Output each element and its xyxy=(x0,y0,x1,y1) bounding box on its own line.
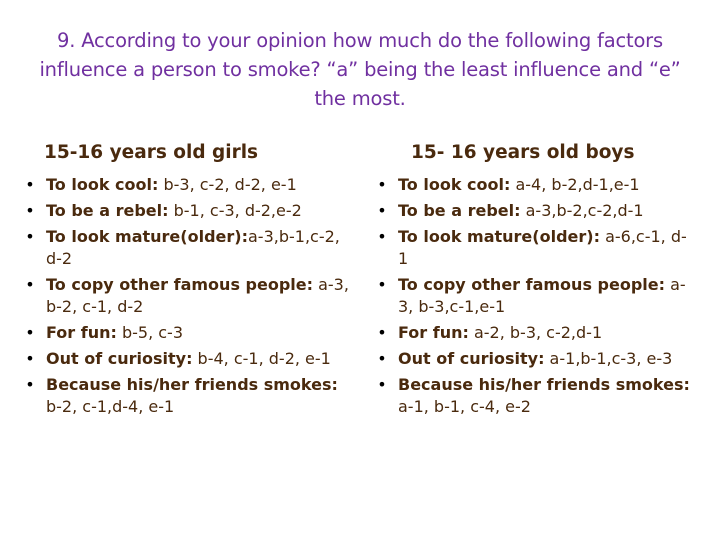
factor-ratings: a-3, b-2, c-1, d-2 xyxy=(46,275,349,316)
factor-ratings: a-3,b-2,c-2,d-1 xyxy=(520,201,644,220)
girls-heading: 15-16 years old girls xyxy=(44,142,259,163)
factor-label: To look cool: xyxy=(46,175,159,194)
factor-ratings: a-3, b-3,c-1,e-1 xyxy=(398,275,686,316)
list-item xyxy=(376,348,696,370)
factor-label: To copy other famous people: xyxy=(398,275,666,294)
factor-ratings: b-3, c-2, d-2, e-1 xyxy=(158,175,297,194)
factor-label: Out of curiosity: xyxy=(46,349,193,368)
bullet-icon: • xyxy=(25,227,35,246)
factor-ratings: a-1,b-1,c-3, e-3 xyxy=(544,349,673,368)
bullet-icon: • xyxy=(25,275,35,294)
bullet-icon: • xyxy=(377,349,387,368)
list-item xyxy=(24,274,354,318)
list-item xyxy=(24,174,354,196)
factor-label: To be a rebel: xyxy=(398,201,521,220)
list-item xyxy=(376,200,696,222)
list-item xyxy=(376,274,696,318)
factor-label: Because his/her friends smokes: xyxy=(398,375,690,394)
list-item xyxy=(376,322,696,344)
list-item xyxy=(24,348,354,370)
list-item xyxy=(376,374,696,418)
factor-label: For fun: xyxy=(46,323,117,342)
bullet-icon: • xyxy=(377,275,387,294)
list-item xyxy=(24,322,354,344)
factor-ratings: a-6,c-1, d-1 xyxy=(398,227,687,268)
girls-factor-list xyxy=(24,174,354,422)
boys-factor-list xyxy=(376,174,696,422)
question-text: 9. According to your opinion how much do the following factors influence a person to smoke? “a” being the least influence and “e” the most. xyxy=(39,29,681,110)
bullet-icon: • xyxy=(377,201,387,220)
factor-label: For fun: xyxy=(398,323,469,342)
bullet-icon: • xyxy=(377,323,387,342)
factor-ratings: b-4, c-1, d-2, e-1 xyxy=(192,349,331,368)
bullet-icon: • xyxy=(377,175,387,194)
bullet-icon: • xyxy=(25,323,35,342)
factor-ratings: b-5, c-3 xyxy=(116,323,183,342)
factor-ratings: a-3,b-1,c-2, d-2 xyxy=(46,227,340,268)
list-item xyxy=(24,200,354,222)
factor-label: To look mature(older): xyxy=(398,227,600,246)
factor-ratings: b-2, c-1,d-4, e-1 xyxy=(46,397,175,416)
factor-label: To copy other famous people: xyxy=(46,275,314,294)
bullet-icon: • xyxy=(25,201,35,220)
bullet-icon: • xyxy=(377,375,387,394)
factor-ratings: a-1, b-1, c-4, e-2 xyxy=(398,397,531,416)
bullet-icon: • xyxy=(25,175,35,194)
list-item xyxy=(376,174,696,196)
list-item xyxy=(376,226,696,270)
bullet-icon: • xyxy=(377,227,387,246)
factor-label: To be a rebel: xyxy=(46,201,169,220)
boys-heading: 15- 16 years old boys xyxy=(411,142,635,163)
factor-ratings: a-4, b-2,d-1,e-1 xyxy=(510,175,640,194)
factor-label: Because his/her friends smokes: xyxy=(46,375,338,394)
list-item xyxy=(24,226,354,270)
factor-label: To look mature(older): xyxy=(46,227,248,246)
factor-label: To look cool: xyxy=(398,175,511,194)
factor-ratings: b-1, c-3, d-2,e-2 xyxy=(168,201,302,220)
bullet-icon: • xyxy=(25,375,35,394)
factor-label: Out of curiosity: xyxy=(398,349,545,368)
factor-ratings: a-2, b-3, c-2,d-1 xyxy=(468,323,603,342)
list-item xyxy=(24,374,354,418)
bullet-icon: • xyxy=(25,349,35,368)
